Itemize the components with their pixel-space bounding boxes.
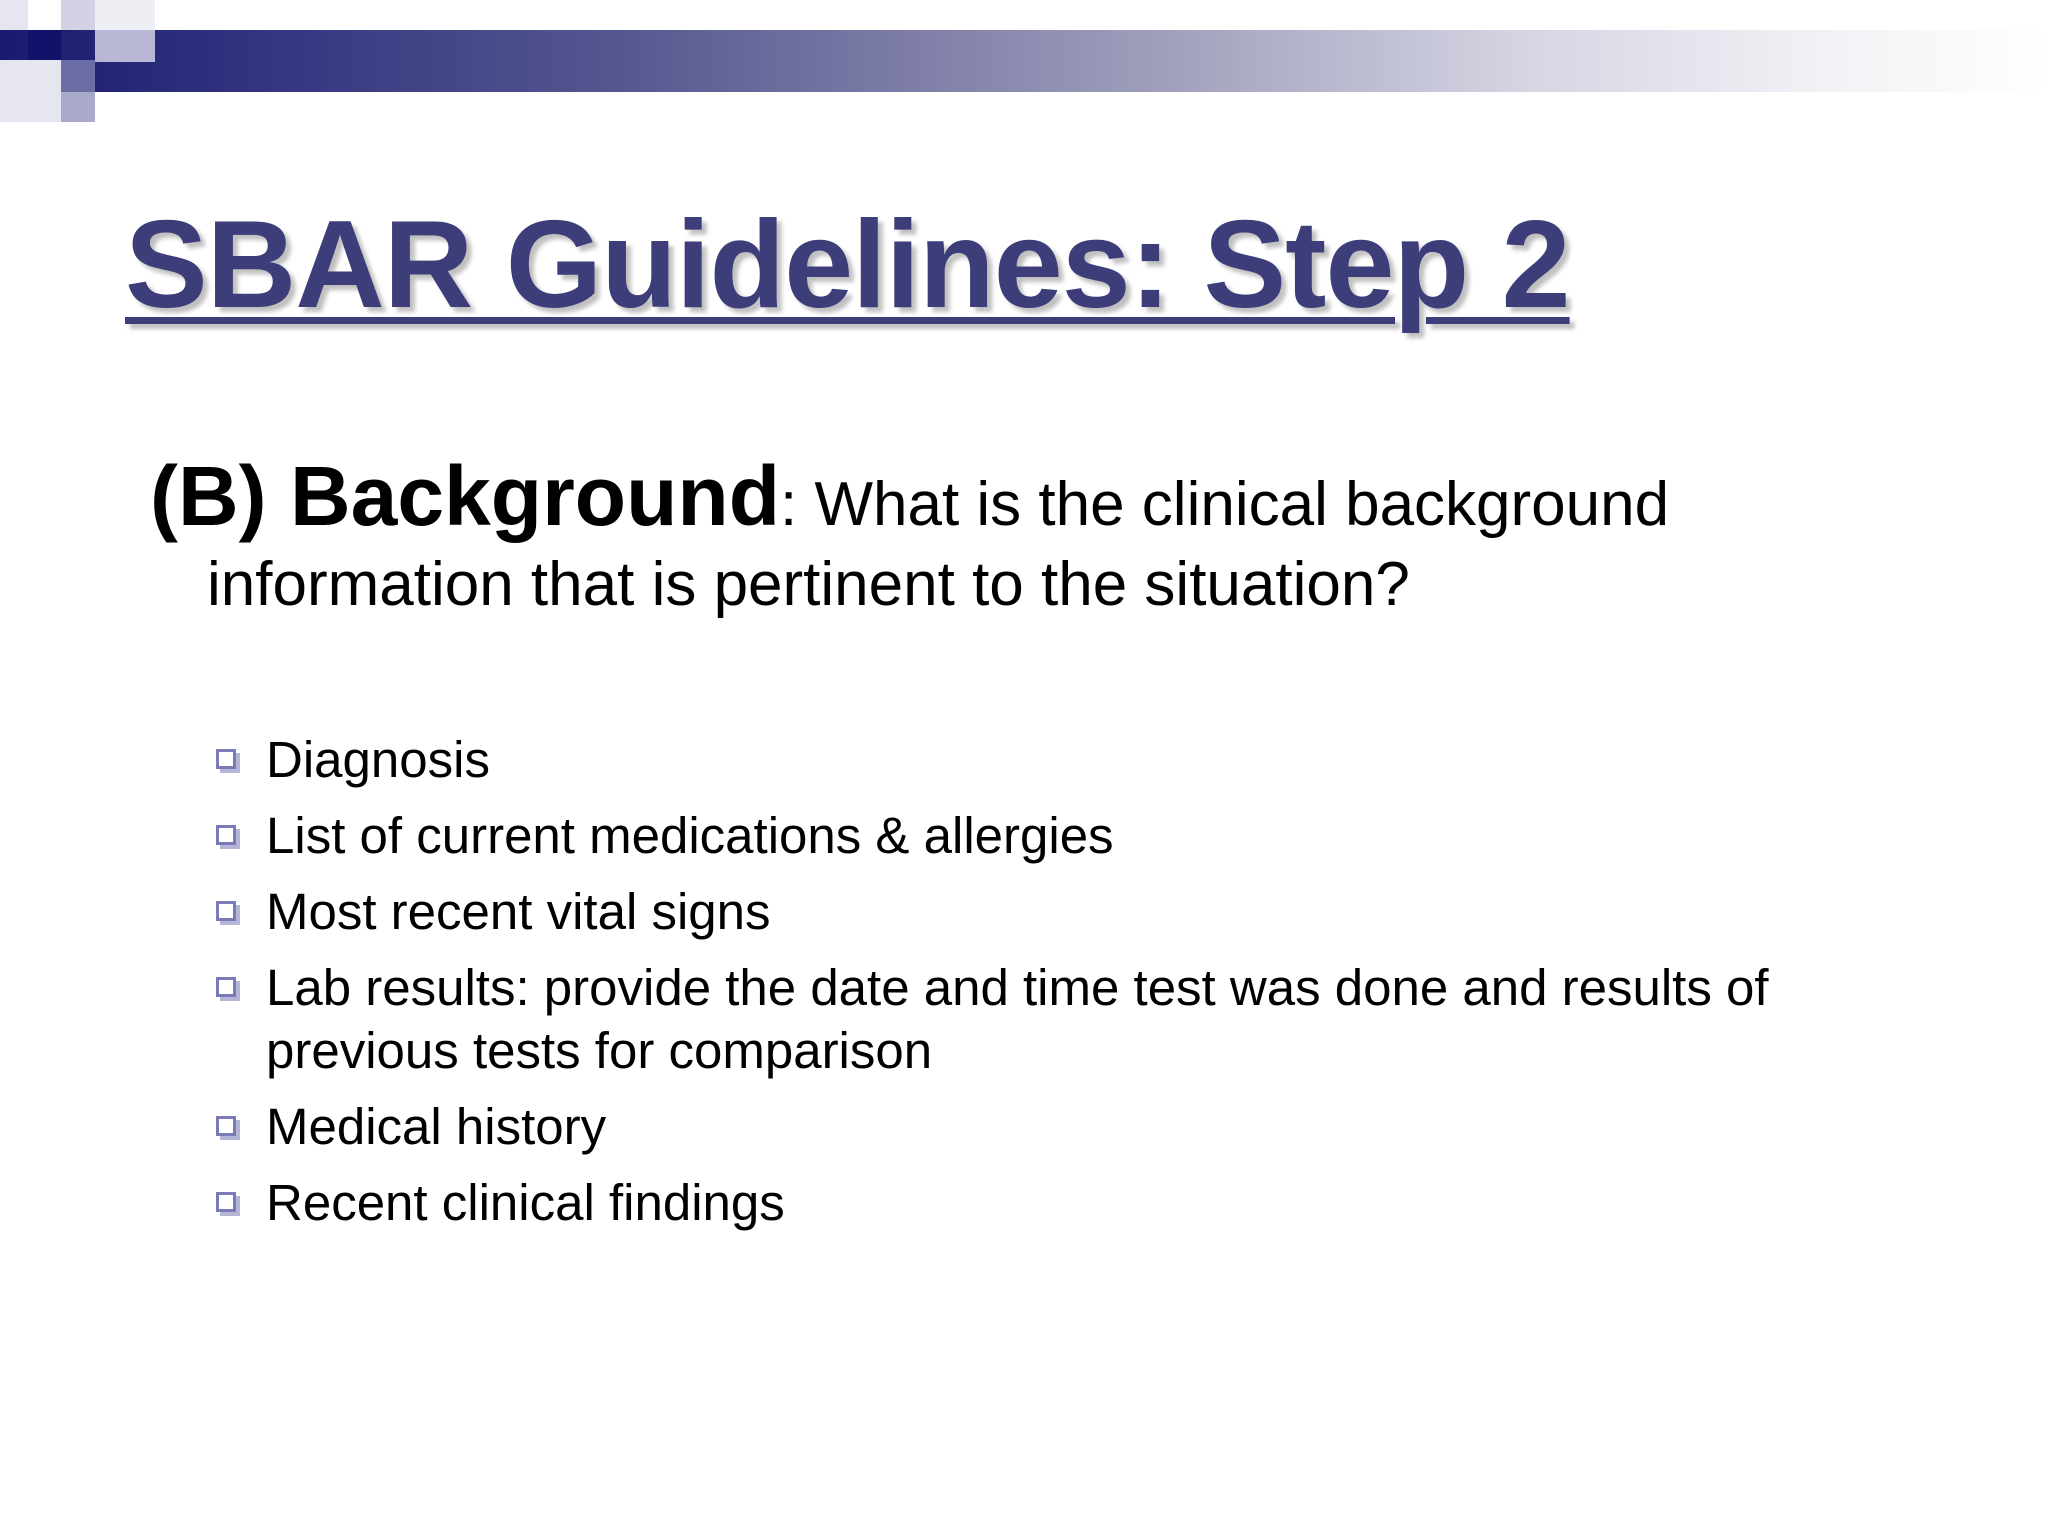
square-bullet-icon xyxy=(216,1116,236,1136)
square-bullet-icon xyxy=(216,825,236,845)
list-item xyxy=(214,880,1914,943)
decorative-square xyxy=(28,30,61,60)
square-bullet-icon xyxy=(216,901,236,921)
intro-text: What is the clinical background information that is pertinent to the situation? xyxy=(207,470,1670,619)
header-gradient-band xyxy=(0,30,2048,92)
square-bullet-icon xyxy=(216,977,236,997)
list-item xyxy=(214,1171,1914,1234)
decorative-square xyxy=(95,30,155,62)
list-item xyxy=(214,956,1914,1082)
slide-title: SBAR Guidelines: Step 2 xyxy=(125,196,1570,334)
bullet-text: Lab results: provide the date and time test was done and results of previous tests for comparison xyxy=(266,959,1769,1079)
bullet-list xyxy=(214,728,1914,1247)
decorative-square xyxy=(61,60,95,92)
decorative-square xyxy=(0,0,28,30)
decorative-square xyxy=(95,0,155,30)
square-bullet-icon xyxy=(216,1192,236,1212)
decorative-square xyxy=(61,92,95,122)
bullet-text: Diagnosis xyxy=(266,731,490,788)
intro-term: (B) Background xyxy=(150,449,780,543)
list-item xyxy=(214,728,1914,791)
list-item xyxy=(214,804,1914,867)
intro-paragraph xyxy=(150,449,1957,625)
bullet-text: Recent clinical findings xyxy=(266,1174,785,1231)
bullet-text: Medical history xyxy=(266,1098,607,1155)
bullet-text: List of current medications & allergies xyxy=(266,807,1114,864)
square-bullet-icon xyxy=(216,749,236,769)
decorative-square xyxy=(0,60,61,122)
list-item xyxy=(214,1095,1914,1158)
bullet-text: Most recent vital signs xyxy=(266,883,771,940)
decorative-square xyxy=(61,0,95,30)
intro-separator: : xyxy=(780,470,798,539)
